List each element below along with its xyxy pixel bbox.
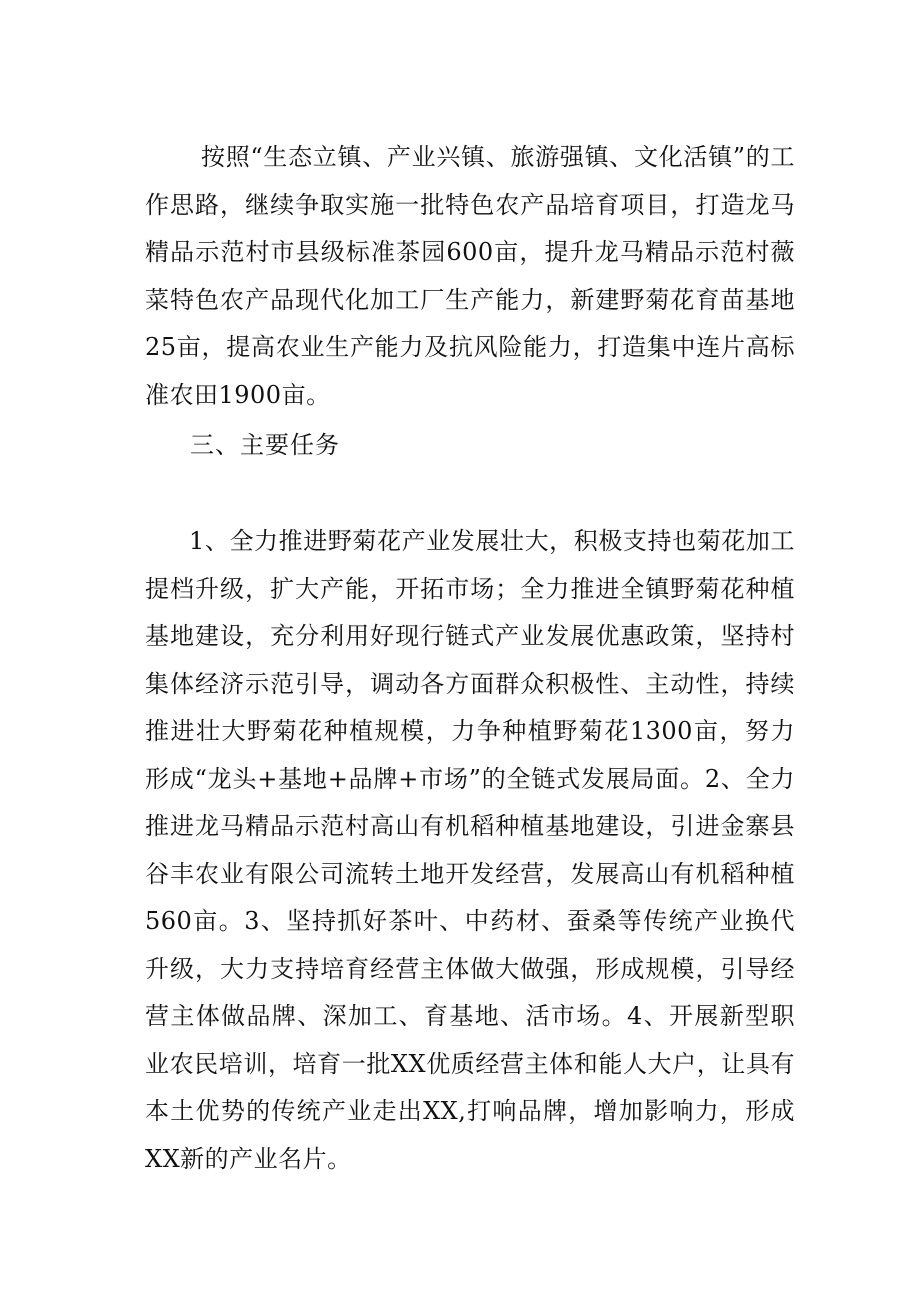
intro-paragraph: 按照“生态立镇、产业兴镇、旅游强镇、文化活镇”的工作思路，继续争取实施一批特色农产品培育项目，打造龙马精品示范村市县级标准茶园600亩，提升龙马精品示范村薇菜特色农产品现代化加工厂生产能力，新建野菊花育苗基地25亩，提高农业生产能力及抗风险能力，打造集中连片高标准农田1900亩。 xyxy=(145,143,795,409)
tasks-paragraph: 1、全力推进野菊花产业发展壮大，积极支持也菊花加工提档升级，扩大产能，开拓市场；全力推进全镇野菊花种植基地建设，充分利用好现行链式产业发展优惠政策，坚持村集体经济示范引导，调动各方面群众积极性、主动性，持续推进壮大野菊花种植规模，力争种植野菊花1300亩，努力形成“龙头+基地+品牌+市场”的全链式发展局面。2、全力推进龙马精品示范村高山有机稻种植基地建设，引进金寨县谷丰农业有限公司流转土地开发经营，发展高山有机稻种植560亩。3、坚持抓好茶叶、中药材、蚕桑等传统产业换代升级，大力支持培育经营主体做大做强，形成规模，引导经营主体做品牌、深加工、育基地、活市场。4、开展新型职业农民培训，培育一批XX优质经营主体和能人大户，让具有本土优势的传统产业走出XX,打响品牌，增加影响力，形成XX新的产业名片。 xyxy=(145,527,795,1173)
section-heading: 三、主要任务 xyxy=(190,431,340,459)
